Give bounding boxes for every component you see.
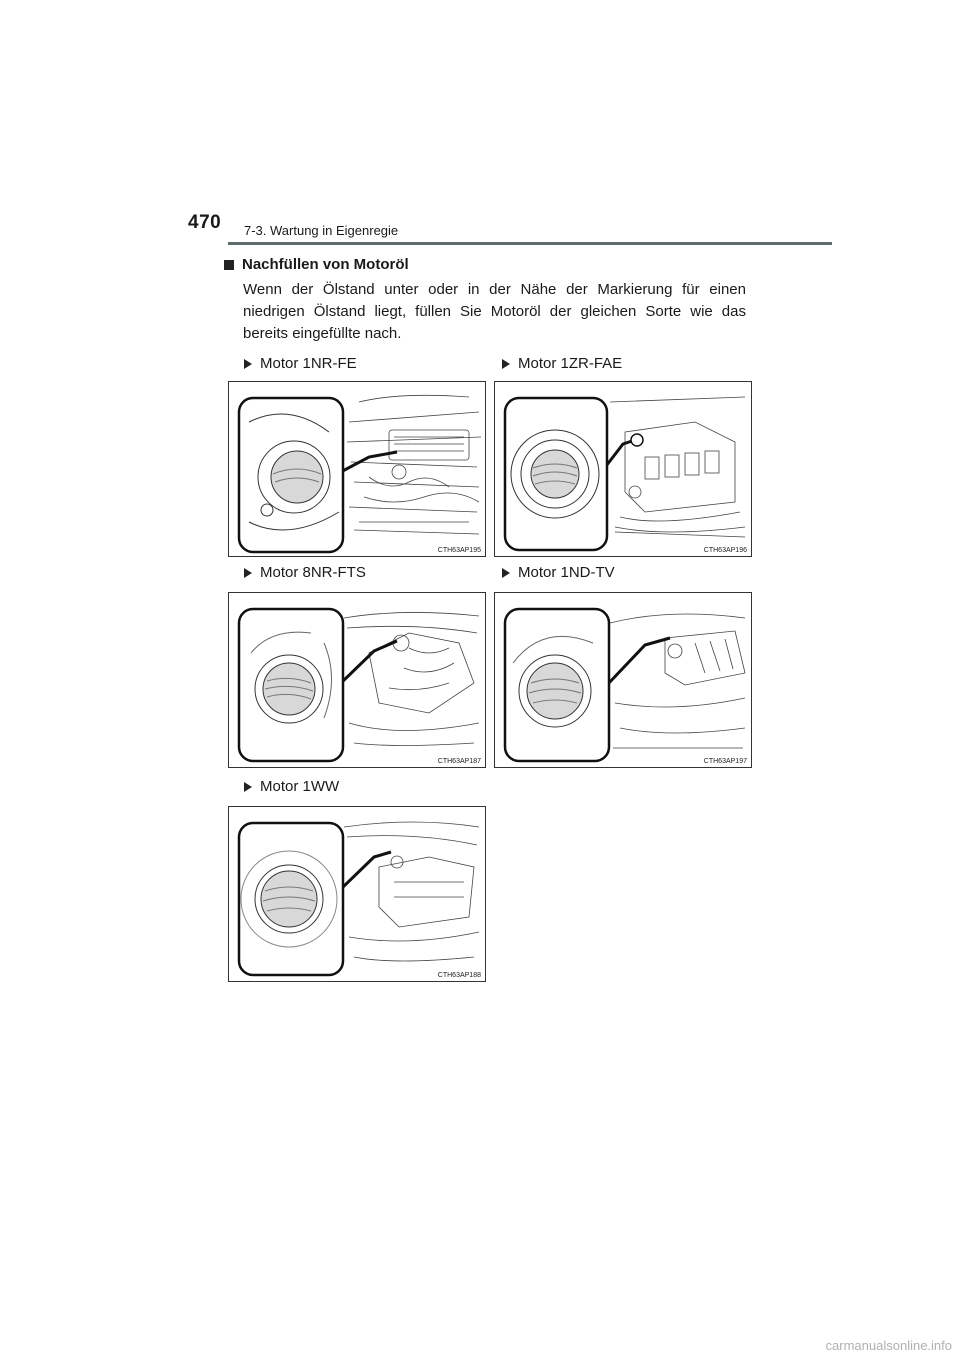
triangle-bullet-icon: [502, 359, 510, 369]
figure-label-text: Motor 1WW: [260, 778, 340, 795]
triangle-bullet-icon: [244, 782, 252, 792]
figure-label-text: Motor 1ND-TV: [518, 564, 615, 581]
engine-drawing: [229, 807, 485, 981]
triangle-bullet-icon: [502, 568, 510, 578]
figure-label-text: Motor 8NR-FTS: [260, 564, 366, 581]
figure-label-text: Motor 1NR-FE: [260, 355, 357, 372]
engine-illustration-8nr-fts: [228, 592, 486, 768]
figure-code: CTH63AP188: [437, 972, 481, 979]
engine-illustration-1zr-fae: [494, 381, 752, 557]
page-number: 470: [188, 212, 222, 233]
triangle-bullet-icon: [244, 568, 252, 578]
engine-drawing: [229, 593, 485, 767]
engine-drawing: [495, 593, 751, 767]
footer: [0, 1338, 960, 1358]
engine-drawing: [229, 382, 485, 556]
figure-label-2: [502, 355, 622, 372]
figure-label-4: [502, 564, 615, 581]
footer-watermark[interactable]: carmanualsonline.info: [825, 1338, 952, 1353]
figure-label-3: [244, 564, 366, 581]
square-bullet-icon: [224, 260, 234, 270]
figure-label-1: [244, 355, 357, 372]
chapter-title: 7-3. Wartung in Eigenregie: [244, 223, 399, 238]
figure-code: CTH63AP195: [437, 547, 481, 554]
figure-label-5: [244, 778, 339, 795]
section-heading: [224, 256, 409, 273]
figure-code: CTH63AP196: [703, 547, 747, 554]
engine-illustration-1nr-fe: [228, 381, 486, 557]
engine-illustration-1nd-tv: [494, 592, 752, 768]
engine-illustration-1ww: [228, 806, 486, 982]
figure-label-text: Motor 1ZR-FAE: [518, 355, 623, 372]
triangle-bullet-icon: [244, 359, 252, 369]
section-heading-text: Nachfüllen von Motoröl: [242, 256, 409, 273]
header-rule: [228, 242, 832, 245]
figure-code: CTH63AP197: [703, 758, 747, 765]
engine-drawing: [495, 382, 751, 556]
section-paragraph: Wenn der Ölstand unter oder in der Nähe der Markierung für einen niedrigen Ölstand liegt, füllen Sie Motoröl der gleichen Sorte wie das bereits eingefüllte nach.: [243, 281, 746, 342]
figure-code: CTH63AP187: [437, 758, 481, 765]
